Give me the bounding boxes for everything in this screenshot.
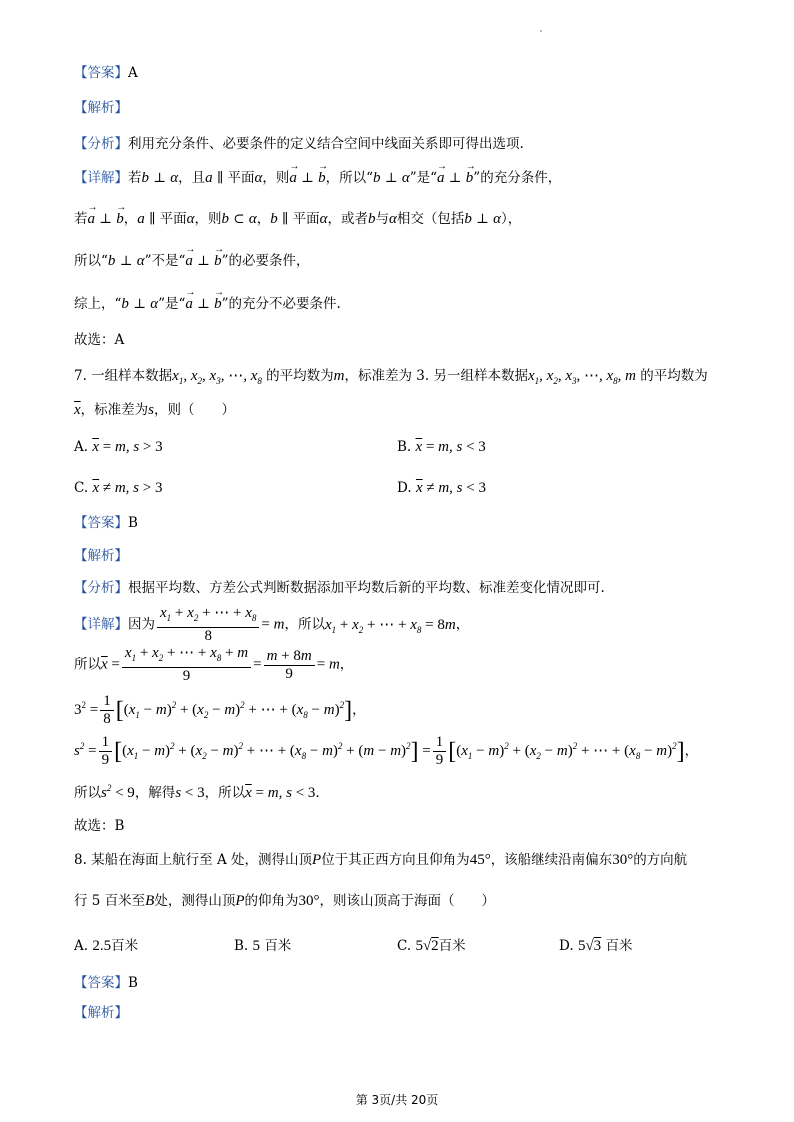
q6-fenxi-text: 利用充分条件、必要条件的定义结合空间中线面关系即可得出选项. <box>128 136 524 152</box>
text: 根据平均数、方差公式判断数据添加平均数后新的平均数、标准差变化情况即可. <box>128 580 605 596</box>
q7-fenxi-line <box>74 578 605 598</box>
q8-option-c <box>397 936 466 956</box>
text: ，所以 <box>204 785 246 801</box>
text: 故选：B <box>74 818 125 834</box>
vector-a: → a <box>289 168 297 188</box>
math: 45° <box>469 852 491 868</box>
fraction: $\frac{m + 8m}{9}$ <box>264 648 315 683</box>
q7-choice <box>74 816 124 836</box>
math: m <box>333 368 345 384</box>
text: . <box>315 785 320 801</box>
text: B. <box>234 938 249 954</box>
q6-xiangjie-line-3: 所以“b ⊥ α”不是“→ a ⊥ → b”的必要条件， <box>74 251 310 271</box>
q7-stem-line-2 <box>74 400 235 420</box>
math: a <box>205 170 213 186</box>
q8-option-b <box>234 936 291 956</box>
q7-option-c <box>74 478 162 498</box>
text: 百米 <box>605 938 633 954</box>
text: ，或者 <box>327 211 368 227</box>
q6-analysis-line <box>74 98 128 118</box>
q7-detail-line-3: $3^2$ = $\frac{1}{8}$ [$(x_1 - m)^2 + (x_2 - m)^2$ + ⋯ + $(x_8 - m)^2$]， <box>74 693 366 727</box>
math: α <box>401 170 410 186</box>
text: ，所以 <box>284 616 325 633</box>
text: ，该船继续沿南偏东 <box>490 852 613 868</box>
q7-option-b <box>397 437 486 457</box>
text: 8. 某船在海面上航行至 A 处，测得山顶 <box>74 852 313 868</box>
math: $\overline{x} = m$, s < 3 <box>415 439 486 455</box>
q7-detail-line-2 <box>74 645 353 685</box>
math: α <box>150 296 159 312</box>
text: A. <box>74 938 89 954</box>
math: s <box>148 402 155 418</box>
fenxi-tag: 【分析】 <box>74 136 128 152</box>
math: = m <box>316 656 340 673</box>
page-footer: 第 3页/共 20页 <box>355 1093 439 1107</box>
math: b <box>464 211 472 227</box>
text: 所以 <box>74 785 101 801</box>
text: 因为 <box>128 616 155 633</box>
text: 位于其正西方向且仰角为 <box>321 852 470 868</box>
q8-option-d <box>559 936 632 956</box>
text: 若 <box>74 211 88 227</box>
text: ”是“ <box>158 296 186 312</box>
text: ，则 <box>262 170 290 186</box>
xiangjie-tag: 【详解】 <box>74 170 128 186</box>
answer-tag: 【答案】 <box>74 65 128 81</box>
q8-analysis-line <box>74 1003 128 1023</box>
vector-b: → b <box>116 209 124 229</box>
text: ，解得 <box>134 785 176 801</box>
math: α <box>136 253 145 269</box>
math: b <box>373 170 381 186</box>
text: 平面 <box>227 170 255 186</box>
text: ，则该山顶高于海面（ ） <box>319 893 496 909</box>
q8-stem-line-1 <box>74 850 687 870</box>
fraction: $\frac{x_1 + x_2 + \cdots + x_8}{8}$ <box>157 605 259 645</box>
math: $s^2 < 9$ <box>101 783 135 801</box>
math: $\overline{x} \ne m$, s < 3 <box>415 480 486 496</box>
text: C. <box>397 938 412 954</box>
q8-option-a <box>74 936 138 956</box>
text: 行 5 百米至 <box>74 893 146 909</box>
text: 平面 <box>159 211 187 227</box>
math: α <box>186 211 195 227</box>
q7-option-d <box>397 478 486 498</box>
analysis-tag: 【解析】 <box>74 1005 128 1021</box>
q7-stem-line-1 <box>74 366 708 391</box>
q8-answer: B <box>128 975 138 991</box>
q8-stem-line-2 <box>74 891 495 911</box>
analysis-tag: 【解析】 <box>74 100 128 116</box>
math: 5 <box>252 938 261 954</box>
q7-detail-line-5 <box>74 778 320 803</box>
text: 与 <box>375 211 389 227</box>
q6-xiangjie-line-4: 综上，“b ⊥ α”是“→ a ⊥ → b”的充分不必要条件. <box>74 294 341 314</box>
q7-answer-line <box>74 513 138 533</box>
text: 的方向航 <box>633 852 688 868</box>
math: $\overline{x} = m$, s < 3 <box>245 785 316 801</box>
math: α <box>493 211 501 227</box>
q7-answer: B <box>128 515 138 531</box>
math: $\overline{x}$ <box>74 402 81 418</box>
math: 5√3 <box>577 938 602 954</box>
fenxi-tag: 【分析】 <box>74 580 128 596</box>
q6-answer-line <box>74 63 138 83</box>
math: $x_1$, $x_2$, $x_3$, ⋯, $x_8$ <box>172 368 262 386</box>
vector-b: → b <box>318 168 326 188</box>
text: C. <box>74 480 89 496</box>
math: $3^2$ = <box>74 700 99 718</box>
math: b <box>107 253 116 269</box>
text: 平面 <box>292 211 320 227</box>
vector-b: → b <box>214 251 222 271</box>
text: ”是“ <box>409 170 438 186</box>
math: α <box>170 170 179 186</box>
text: ，则 <box>194 211 222 227</box>
text: ）， <box>501 211 522 227</box>
q6-answer: A <box>128 65 138 81</box>
text: 故选：A <box>74 332 125 348</box>
text: D. <box>397 480 412 496</box>
q6-xiangjie-line-2: 若→ a ⊥ → b，a ∥ 平面α，则b ⊂ α，b ∥ 平面α，或者b与α相交（包括b ⊥ α）， <box>74 209 521 229</box>
vector-a: → a <box>185 251 193 271</box>
text: 的仰角为 <box>244 893 299 909</box>
math: b <box>221 211 229 227</box>
math: 5√2 <box>415 938 439 954</box>
math: $s^2$ = <box>74 741 97 759</box>
math: α <box>254 170 263 186</box>
q6-xiangjie-line-1: 【详解】若b ⊥ α，且a ∥ 平面α，则→ a ⊥ → b，所以“b ⊥ α”是“→ a ⊥ → b”的充分条件， <box>74 168 561 188</box>
text: 综上，“ <box>74 296 122 312</box>
math: P <box>235 893 245 909</box>
text: D. <box>559 938 574 954</box>
q6-choice <box>74 330 124 350</box>
math: [$(x_1 - m)^2 + (x_2 - m)^2$ + ⋯ + $(x_8 - m)^2$] <box>115 697 353 724</box>
math: b <box>367 211 376 227</box>
vector-a: → a <box>88 209 96 229</box>
vector-b: → b <box>466 168 474 188</box>
q8-answer-line <box>74 973 138 993</box>
math: a <box>137 211 145 227</box>
text: 的平均数为 <box>640 368 708 384</box>
math: 2.5 <box>92 938 112 954</box>
math: 30° <box>612 852 634 868</box>
math: b <box>141 170 149 186</box>
answer-tag: 【答案】 <box>74 975 128 991</box>
text: ，标准差为 3. 另一组样本数据 <box>344 368 528 384</box>
math: B <box>145 893 155 909</box>
text: ，则（ ） <box>154 402 236 418</box>
text: 的平均数为 <box>266 368 334 384</box>
math: $x_1$, $x_2$, $x_3$, ⋯, $x_8$, m <box>527 368 636 386</box>
text: 百米 <box>264 938 292 954</box>
math: $\overline{x} = m$, s > 3 <box>92 439 163 455</box>
math: α <box>388 211 397 227</box>
math: b <box>121 296 129 312</box>
fraction: $\frac{1}{9}$ <box>433 734 447 769</box>
text: B. <box>397 439 412 455</box>
math: b <box>270 211 278 227</box>
text: 百米 <box>438 938 466 954</box>
q6-fenxi-line <box>74 134 524 154</box>
math: α <box>248 211 257 227</box>
math: $\overline{x} \ne m$, s > 3 <box>92 480 163 496</box>
text: 所以 <box>74 656 101 673</box>
math: s < 3 <box>175 785 205 801</box>
text: ， <box>123 211 138 227</box>
math: [$(x_1 - m)^2 + (x_2 - m)^2$ + ⋯ + $(x_8 - m)^2 + (m - m)^2$] = <box>114 738 431 765</box>
text: ，且 <box>178 170 206 186</box>
text: 所以“ <box>74 253 108 269</box>
vector-a: → a <box>437 168 445 188</box>
text: 7. 一组样本数据 <box>74 368 173 384</box>
scan-speck <box>540 30 542 32</box>
text: 处，测得山顶 <box>154 893 236 909</box>
fraction: $\frac{1}{8}$ <box>100 693 114 728</box>
answer-tag: 【答案】 <box>74 515 128 531</box>
math: $\overline{x}$ = <box>101 656 120 673</box>
vector-a: → a <box>185 294 193 314</box>
text: ， <box>256 211 271 227</box>
text: A. <box>74 439 89 455</box>
text: 百米 <box>111 938 139 954</box>
math: = <box>253 656 262 673</box>
text: ，所以“ <box>325 170 374 186</box>
q7-detail-line-1 <box>74 605 469 649</box>
text: ，标准差为 <box>80 402 149 418</box>
text: 相交（包括 <box>396 211 465 227</box>
fraction: $\frac{1}{9}$ <box>99 734 113 769</box>
q7-option-a <box>74 437 163 457</box>
vector-b: → b <box>214 294 222 314</box>
text: ”的充分不必要条件. <box>221 296 341 312</box>
q7-analysis-line <box>74 546 128 566</box>
text: ， <box>455 616 470 633</box>
text: 若 <box>128 170 142 186</box>
math: P <box>312 852 322 868</box>
fraction: $\frac{x_1 + x_2 + \cdots + x_8 + m}{9}$ <box>122 645 251 685</box>
math: α <box>319 211 328 227</box>
xiangjie-tag: 【详解】 <box>74 616 128 633</box>
text: ”的必要条件， <box>221 253 310 269</box>
math: = m <box>261 616 285 633</box>
math: $x_1 + x_2$ + ⋯ + $x_8 = 8m$ <box>324 616 456 635</box>
text: ”不是“ <box>144 253 186 269</box>
analysis-tag: 【解析】 <box>74 548 128 564</box>
text: ， <box>339 656 354 673</box>
q7-detail-line-4: $s^2$ = $\frac{1}{9}$ [$(x_1 - m)^2 + (x_2 - m)^2$ + ⋯ + $(x_8 - m)^2 + (m - m)^2$] = $\frac{1}{9}$ [$(x_1 - m)^2 + (x_2 - m)^2$ + ⋯ + $(x_8 - m)^2$]， <box>74 734 699 768</box>
math: 30° <box>298 893 320 909</box>
math: [$(x_1 - m)^2 + (x_2 - m)^2$ + ⋯ + $(x_8 - m)^2$] <box>448 738 685 765</box>
text: ”的充分条件， <box>473 170 562 186</box>
